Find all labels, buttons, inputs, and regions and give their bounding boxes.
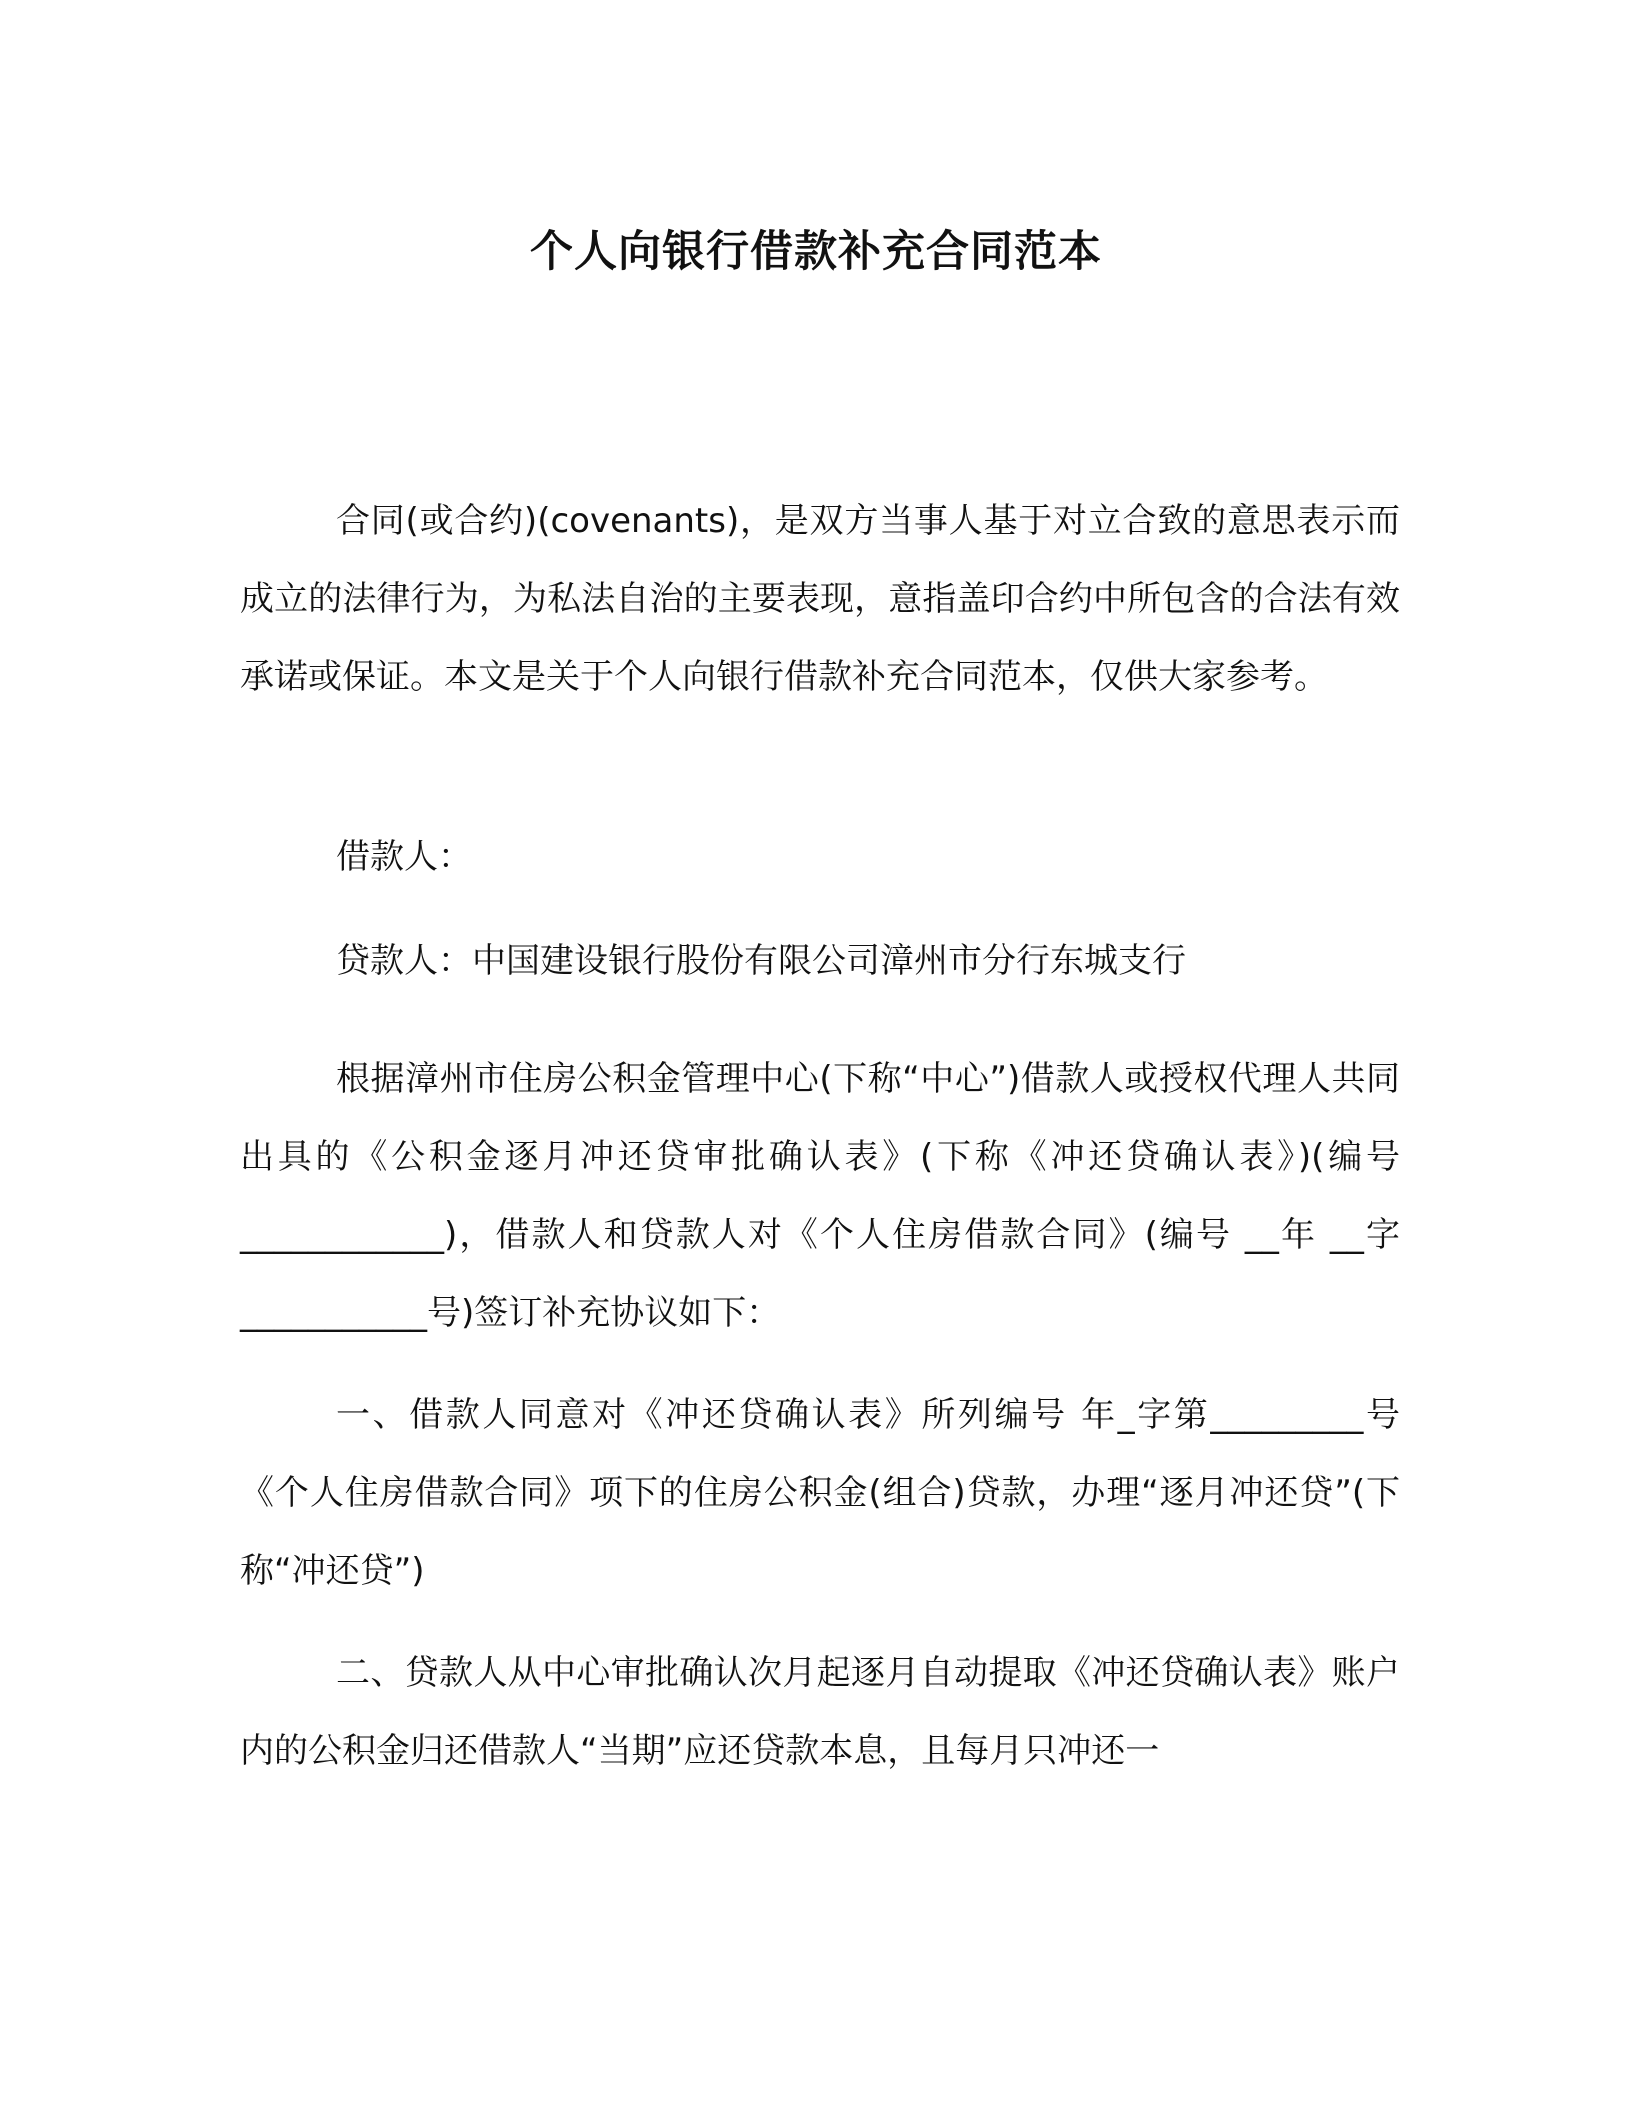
document-title: 个人向银行借款补充合同范本 (530, 227, 1102, 277)
basis-paragraph: 根据漳州市住房公积金管理中心(下称“中心”)借款人或授权代理人共同出具的《公积金逐月冲还贷审批确认表》(下称《冲还贷确认表》)(编号 ____________)，借款人和贷款人对《个人住房借款合同》(编号 __年 __字 ___________号)签订补充协议如下： (240, 1059, 1400, 1333)
intro-paragraph: 合同(或合约)(covenants)，是双方当事人基于对立合致的意思表示而成立的法律行为，为私法自治的主要表现，意指盖印合约中所包含的合法有效承诺或保证。本文是关于个人向银行借款补充合同范本，仅供大家参考。 (240, 501, 1400, 697)
lender-line: 贷款人：中国建设银行股份有限公司漳州市分行东城支行 (336, 941, 1186, 981)
clause-one-paragraph: 一、借款人同意对《冲还贷确认表》所列编号 年_字第_________号《个人住房借款合同》项下的住房公积金(组合)贷款，办理“逐月冲还贷”(下称“冲还贷”) (240, 1395, 1400, 1591)
clause-two-paragraph: 二、贷款人从中心审批确认次月起逐月自动提取《冲还贷确认表》账户内的公积金归还借款人“当期”应还贷款本息，且每月只冲还一 (240, 1653, 1400, 1771)
borrower-line: 借款人： (336, 837, 472, 877)
